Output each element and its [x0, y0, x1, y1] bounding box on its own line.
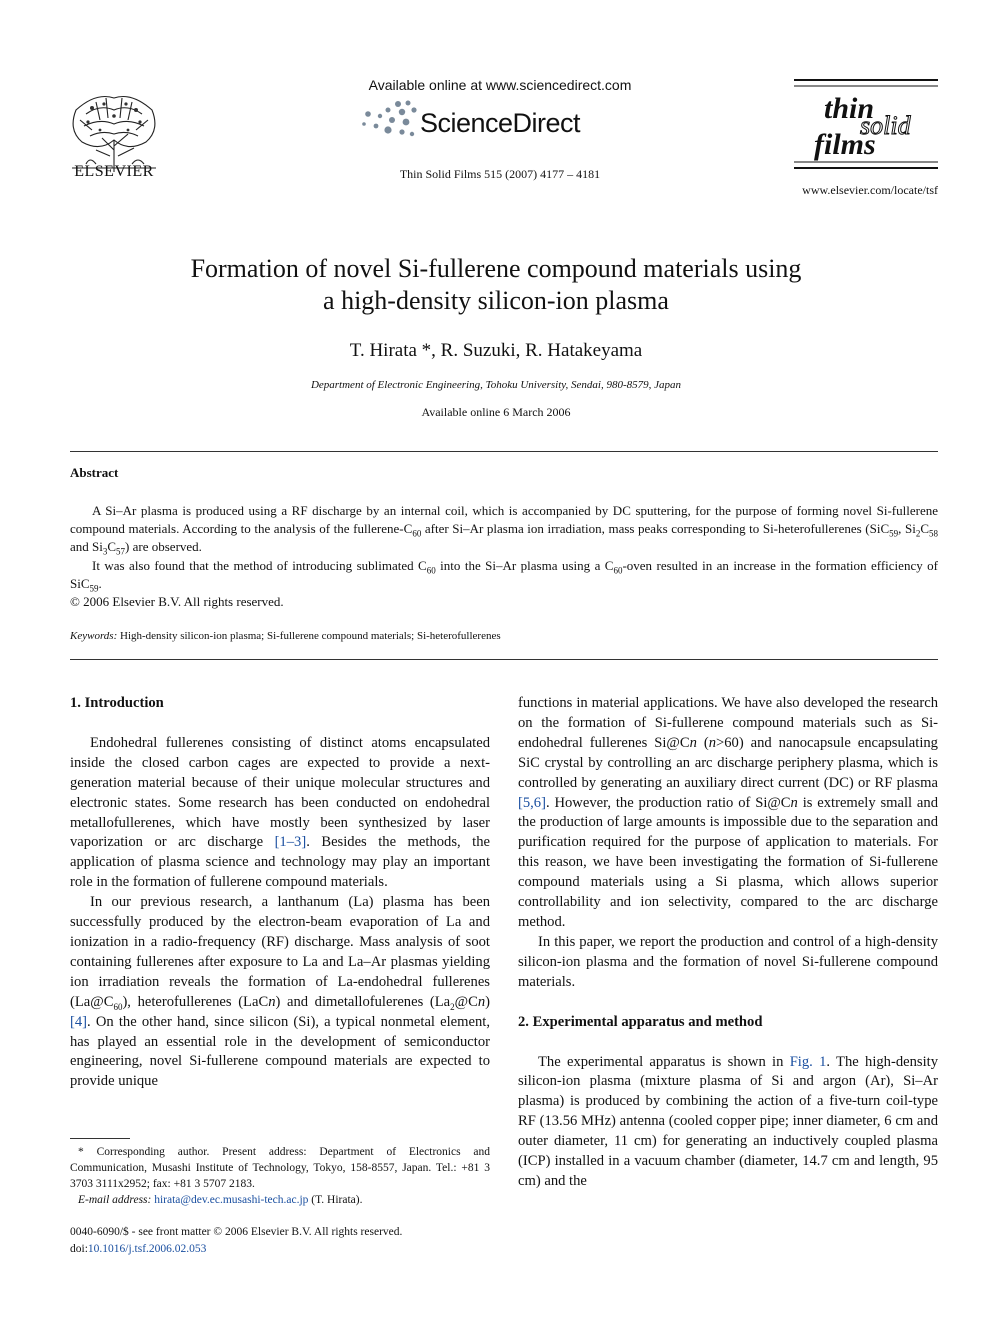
keywords-text: High-density silicon-ion plasma; Si-fullerene compound materials; Si-heterofullerenes — [120, 630, 501, 642]
publisher-name: ELSEVIER — [74, 163, 154, 180]
citation-link-4[interactable]: [4] — [70, 1013, 88, 1030]
citation-link-5-6[interactable]: [5,6] — [518, 794, 546, 811]
title-line-2: a high-density silicon-ion plasma — [323, 286, 669, 315]
footnote-divider — [70, 1138, 130, 1139]
section-2-heading: 2. Experimental apparatus and method — [518, 1013, 763, 1030]
body-column-right — [518, 694, 938, 1192]
journal-reference: Thin Solid Films 515 (2007) 4177 – 4181 — [399, 167, 601, 181]
email-line: E-mail address: hirata@dev.ec.musashi-tech.ac.jp (T. Hirata). — [78, 1194, 363, 1206]
logo-word-films: films — [814, 128, 876, 161]
sciencedirect-logo-text: ScienceDirect — [420, 108, 581, 138]
doi-line: doi:10.1016/j.tsf.2006.02.053 — [70, 1243, 207, 1255]
experimental-paragraph-1: The experimental apparatus is shown in Fig. 1. The high-density silicon-ion plasma (mixture plasma of Si and argon (Ar), Si–Ar plasma) is produced by combining the action of a five-turn coil-type RF (13.56 MHz) antenna (cooled copper pipe; inner diameter, 6 cm and outer diameter, 11 cm) for generating an inductively coupled plasma (ICP) installed in a vacuum chamber (diameter, 14.7 cm and length, 95 cm) and the — [518, 1053, 938, 1189]
footnote — [70, 1144, 490, 1208]
issn-line: 0040-6090/$ - see front matter © 2006 Elsevier B.V. All rights reserved. — [70, 1226, 403, 1238]
author-list: T. Hirata *, R. Suzuki, R. Hatakeyama — [349, 340, 643, 361]
abstract-copyright: © 2006 Elsevier B.V. All rights reserved. — [70, 594, 284, 610]
title-line-1: Formation of novel Si-fullerene compound materials using — [190, 254, 802, 283]
keywords — [70, 630, 938, 642]
intro-paragraph-1: Endohedral fullerenes consisting of distinct atoms encapsulated inside the closed carbon cages are expected to provide a next-generation material because of their unique molecular structures and electronic states. Some research has been conducted on endohedral metallofullerenes, which have mostly been synthesized by laser vaporization or arc discharge [1–3]. Besides the methods, the application of plasma science and technology may play an important role in the formation of fullerene compound materials. — [70, 734, 490, 891]
abstract-paragraph-1: A Si–Ar plasma is produced using a RF discharge by an internal coil, which is accompanied by DC sputtering, for the purpose of forming novel Si-fullerene compound materials. According to the analysis of the fullerene-$C_{60}$ after Si–Ar plasma ion irradiation, mass peaks corresponding to Si-heterofullerenes (SiC$_{59}$, $Si_2C_{58}$ and $Si_3C_{57}$) are observed. — [70, 503, 938, 557]
divider-bottom — [70, 659, 938, 660]
body-column-left — [70, 694, 490, 1092]
abstract-paragraph-2: It was also found that the method of introducing sublimated $C_{60}$ into the Si–Ar plasma using a $C_{60}$-oven resulted in an increase in the formation efficiency of SiC$_{59}$. — [70, 557, 938, 594]
thin-solid-films-logo — [794, 78, 938, 170]
figure-link-1[interactable]: Fig. 1 — [789, 1053, 827, 1070]
intro-paragraph-2: In our previous research, a lanthanum (La) plasma has been successfully produced by the electron-beam evaporation of La and ionization in a radio-frequency (RF) discharge. Mass analysis of soot containing fullerenes after exposure to La and La–Ar plasmas yielding ion irradiation reveals the formation of La-endohedral fullerenes $(La@C_{60})$, heterofullerenes (LaCn) and dimetallofulerenes $(La_2@Cn)$ [4]. On the other hand, since silicon (Si), a typical nonmetal element, has played an essential role in the development of semiconductor engineering, novel Si-fullerene compound materials are expected to provide unique — [70, 894, 490, 1090]
logo-word-thin: thin — [824, 92, 875, 125]
citation-link-1-3[interactable]: [1–3] — [274, 834, 307, 851]
intro-paragraph-continued: functions in material applications. We have also developed the research on the formation of Si-fullerene compound materials such as Si-endohedral fullerenes Si@Cn (n>60) and nanocapsule encapsulating SiC crystal by controlling an arc discharge periphery plasma, which is controlled by generating an auxiliary direct current (DC) or RF plasma [5,6]. However, the production ratio of Si@Cn is extremely small and the production of large amounts is impossible due to the separation and purification required for the purpose of application to materials. For this reason, we have been investigating the formation of Si-fullerene compound materials using a Si plasma, which allows superior controllability and ion selectivity, compared to the arc discharge method. — [518, 695, 938, 930]
front-matter — [70, 1224, 490, 1258]
available-date: Available online 6 March 2006 — [421, 405, 571, 419]
available-online-text: Available online at www.sciencedirect.com — [368, 77, 632, 93]
journal-url[interactable]: www.elsevier.com/locate/tsf — [802, 183, 938, 197]
abstract-body — [70, 502, 938, 611]
section-1-heading: 1. Introduction — [70, 695, 164, 711]
abstract-heading: Abstract — [70, 465, 119, 480]
keywords-label: Keywords: — [70, 630, 118, 642]
logo-word-solid: solid — [860, 111, 911, 140]
affiliation: Department of Electronic Engineering, Tohoku University, Sendai, 980-8579, Japan — [310, 379, 682, 391]
corresponding-author-note: * Corresponding author. Present address: Department of Electronics and Communication, Musashi Institute of Technology, Tokyo, 158-8557, Japan. Tel.: +81 3 3703 3111x2952; fax: +81 3 5707 2183. — [70, 1146, 490, 1190]
divider-top — [70, 451, 938, 452]
article-title — [100, 253, 892, 317]
intro-paragraph-3: In this paper, we report the production and control of a high-density silicon-ion plasma and the formation of novel Si-fullerene compound materials. — [518, 933, 938, 990]
author-email-link[interactable]: hirata@dev.ec.musashi-tech.ac.jp — [154, 1194, 309, 1206]
doi-link[interactable]: 10.1016/j.tsf.2006.02.053 — [87, 1243, 207, 1255]
